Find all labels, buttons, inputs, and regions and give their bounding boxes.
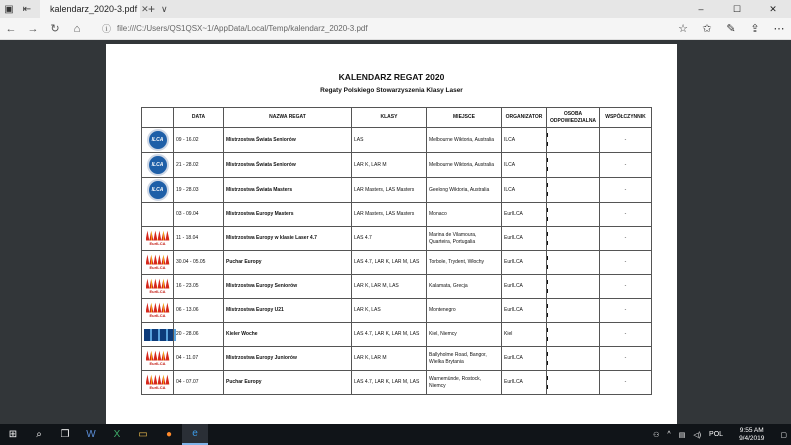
more-icon[interactable]: ⋯	[773, 23, 785, 35]
back-button[interactable]: ←	[5, 22, 17, 35]
home-button[interactable]: ⌂	[73, 22, 81, 35]
logo-cell	[142, 299, 174, 323]
table-row	[142, 128, 652, 153]
eurilca-logo-icon: EurILCA	[146, 302, 170, 320]
place-cell: Kalamata, Grecja	[427, 275, 502, 299]
file-explorer-icon[interactable]: ▭	[138, 429, 148, 440]
set-aside-tabs-icon[interactable]: ⇤	[22, 3, 32, 15]
document-subtitle: Regaty Polskiego Stowarzyszenia Klasy Laser	[320, 87, 463, 94]
responsible-person-cell	[547, 347, 600, 371]
column-header	[142, 108, 174, 128]
name-cell: Kieler Woche	[224, 323, 352, 347]
logo-cell	[142, 153, 174, 178]
table-row	[142, 203, 652, 227]
organizer-cell: EurILCA	[502, 371, 547, 395]
url-text: file:///C:/Users/QS1QSX~1/AppData/Local/Temp/kalendarz_2020-3.pdf	[117, 24, 368, 33]
classes-cell: LAR K, LAR M	[352, 347, 427, 371]
pdf-page	[106, 44, 677, 424]
organizer-cell: EurILCA	[502, 299, 547, 323]
logo-cell	[142, 178, 174, 203]
taskbar	[0, 424, 791, 445]
eurilca-logo-icon: EurILCA	[146, 374, 170, 392]
date-cell: 16 - 23.05	[174, 275, 224, 299]
logo-cell	[142, 275, 174, 299]
column-header: NAZWA REGAT	[224, 108, 352, 128]
name-cell: Mistrzostwa Europy w klasie Laser 4.7	[224, 227, 352, 251]
title-bar	[0, 0, 791, 18]
place-cell: Torbole, Trydent, Włochy	[427, 251, 502, 275]
clock[interactable]	[735, 427, 768, 443]
window-controls	[683, 0, 791, 18]
name-cell: Mistrzostwa Świata Seniorów	[224, 128, 352, 153]
eurilca-logo-icon: EurILCA	[146, 350, 170, 368]
column-header: DATA	[174, 108, 224, 128]
column-header: KLASY	[352, 108, 427, 128]
logo-cell	[142, 203, 174, 227]
table-row	[142, 275, 652, 299]
place-cell: Ballyholme Road, Bangor, Wielka Brytania	[427, 347, 502, 371]
close-tab-icon[interactable]: ✕	[141, 3, 149, 14]
classes-cell: LAR Masters, LAS Masters	[352, 178, 427, 203]
maximize-button[interactable]: ☐	[732, 3, 742, 14]
classes-cell: LAS 4.7, LAR K, LAR M, LAS	[352, 371, 427, 395]
classes-cell: LAR K, LAS	[352, 299, 427, 323]
factor-cell: -	[600, 275, 652, 299]
regatta-table	[141, 107, 652, 395]
classes-cell: LAS 4.7, LAR K, LAR M, LAS	[352, 251, 427, 275]
table-row	[142, 251, 652, 275]
organizer-cell: EurILCA	[502, 275, 547, 299]
responsible-person-cell	[547, 153, 600, 178]
kieler-woche-logo-icon	[144, 329, 176, 341]
table-row	[142, 371, 652, 395]
word-icon[interactable]: W	[86, 429, 96, 440]
eurilca-logo-icon: EurILCA	[146, 254, 170, 272]
classes-cell: LAR Masters, LAS Masters	[352, 203, 427, 227]
logo-cell	[142, 251, 174, 275]
responsible-person-cell	[547, 371, 600, 395]
date-cell: 03 - 09.04	[174, 203, 224, 227]
new-tab-button[interactable]: +	[148, 2, 156, 16]
firefox-icon[interactable]: ●	[165, 429, 173, 440]
tab-actions-icon[interactable]: ▣	[4, 3, 14, 15]
factor-cell: -	[600, 251, 652, 275]
network-icon[interactable]: ▤	[678, 431, 686, 439]
place-cell: Kiel, Niemcy	[427, 323, 502, 347]
name-cell: Mistrzostwa Świata Masters	[224, 178, 352, 203]
table-row	[142, 323, 652, 347]
date-cell: 30.04 - 05.05	[174, 251, 224, 275]
table-row	[142, 227, 652, 251]
organizer-cell: Kiel	[502, 323, 547, 347]
factor-cell: -	[600, 153, 652, 178]
info-icon[interactable]: ⓘ	[102, 24, 112, 34]
date-cell: 19 - 28.03	[174, 178, 224, 203]
pdf-viewer[interactable]	[0, 40, 791, 424]
input-language[interactable]: POL	[709, 431, 724, 438]
place-cell: Montenegro	[427, 299, 502, 323]
factor-cell: -	[600, 128, 652, 153]
tab-preview-button[interactable]: ∨	[161, 3, 168, 14]
name-cell: Mistrzostwa Europy Seniorów	[224, 275, 352, 299]
responsible-person-cell	[547, 251, 600, 275]
date-cell: 09 - 16.02	[174, 128, 224, 153]
place-cell: Geelong Wiktoria, Australia	[427, 178, 502, 203]
factor-cell: -	[600, 371, 652, 395]
responsible-person-cell	[547, 128, 600, 153]
notifications-icon[interactable]: ▢	[780, 431, 787, 439]
place-cell: Melbourne Wiktoria, Australia	[427, 153, 502, 178]
organizer-cell: EurILCA	[502, 227, 547, 251]
edge-icon[interactable]: e	[182, 424, 208, 445]
close-button[interactable]: ✕	[769, 3, 777, 14]
date-cell: 04 - 07.07	[174, 371, 224, 395]
table-row	[142, 299, 652, 323]
excel-icon[interactable]: X	[113, 429, 121, 440]
table-header-row	[142, 108, 652, 128]
column-header: MIEJSCE	[427, 108, 502, 128]
table-row	[142, 153, 652, 178]
date-cell: 04 - 11.07	[174, 347, 224, 371]
ilca-logo-icon: ILCA	[147, 154, 169, 176]
logo-cell	[142, 128, 174, 153]
factor-cell: -	[600, 178, 652, 203]
classes-cell: LAS	[352, 128, 427, 153]
factor-cell: -	[600, 299, 652, 323]
minimize-button[interactable]: –	[698, 4, 704, 14]
organizer-cell: EurILCA	[502, 251, 547, 275]
task-view-icon[interactable]: ❐	[60, 429, 70, 440]
column-header: OSOBA ODPOWIEDZIALNA	[547, 108, 600, 128]
factor-cell: -	[600, 203, 652, 227]
responsible-person-cell	[547, 275, 600, 299]
factor-cell: -	[600, 347, 652, 371]
organizer-cell: ILCA	[502, 128, 547, 153]
tab-pdf[interactable]	[40, 0, 149, 18]
refresh-button[interactable]: ↻	[50, 23, 60, 35]
name-cell: Mistrzostwa Świata Seniorów	[224, 153, 352, 178]
share-icon[interactable]: ⇪	[750, 23, 760, 35]
responsible-person-cell	[547, 203, 600, 227]
pen-icon[interactable]: ✎	[726, 23, 736, 35]
organizer-cell: EurILCA	[502, 203, 547, 227]
address-bar	[0, 18, 791, 40]
eurilca-logo-icon: EurILCA	[146, 230, 170, 248]
classes-cell: LAS 4.7	[352, 227, 427, 251]
classes-cell: LAS 4.7, LAR K, LAR M, LAS	[352, 323, 427, 347]
volume-icon[interactable]: ◁)	[693, 431, 702, 439]
name-cell: Mistrzostwa Europy Masters	[224, 203, 352, 227]
name-cell: Mistrzostwa Europy U21	[224, 299, 352, 323]
place-cell: Monaco	[427, 203, 502, 227]
tab-title: kalendarz_2020-3.pdf	[50, 4, 138, 14]
date-cell: 21 - 28.02	[174, 153, 224, 178]
ilca-logo-icon: ILCA	[147, 129, 169, 151]
date-cell: 20 - 28.06	[174, 323, 224, 347]
classes-cell: LAR K, LAR M, LAS	[352, 275, 427, 299]
place-cell: Melbourne Wiktoria, Australia	[427, 128, 502, 153]
name-cell: Puchar Europy	[224, 371, 352, 395]
search-icon[interactable]: ⌕	[36, 429, 42, 440]
column-header: ORGANIZATOR	[502, 108, 547, 128]
responsible-person-cell	[547, 299, 600, 323]
place-cell: Warnemünde, Rostock, Niemcy	[427, 371, 502, 395]
logo-cell	[142, 323, 174, 347]
favorites-bar-icon[interactable]: ✩	[702, 23, 712, 35]
document-title: KALENDARZ REGAT 2020	[338, 72, 445, 82]
favorite-star-icon[interactable]: ☆	[678, 23, 688, 35]
system-tray	[649, 427, 791, 443]
organizer-cell: EurILCA	[502, 347, 547, 371]
clock-date: 9/4/2019	[739, 434, 765, 442]
column-header: WSPÓŁCZYNNIK	[600, 108, 652, 128]
show-hidden-icons-icon[interactable]: ^	[667, 431, 671, 438]
people-icon[interactable]: ⚇	[653, 431, 660, 439]
start-icon[interactable]: ⊞	[8, 429, 18, 440]
logo-cell	[142, 371, 174, 395]
responsible-person-cell	[547, 227, 600, 251]
organizer-cell: ILCA	[502, 178, 547, 203]
classes-cell: LAR K, LAR M	[352, 153, 427, 178]
eurilca-logo-icon: EurILCA	[146, 278, 170, 296]
responsible-person-cell	[547, 323, 600, 347]
responsible-person-cell	[547, 178, 600, 203]
date-cell: 06 - 13.06	[174, 299, 224, 323]
factor-cell: -	[600, 323, 652, 347]
organizer-cell: ILCA	[502, 153, 547, 178]
name-cell: Mistrzostwa Europy Juniorów	[224, 347, 352, 371]
name-cell: Puchar Europy	[224, 251, 352, 275]
ilca-logo-icon: ILCA	[147, 179, 169, 201]
date-cell: 11 - 18.04	[174, 227, 224, 251]
logo-cell	[142, 347, 174, 371]
table-row	[142, 178, 652, 203]
url-field[interactable]	[102, 22, 671, 35]
clock-time: 9:55 AM	[739, 426, 764, 434]
table-row	[142, 347, 652, 371]
logo-cell	[142, 227, 174, 251]
place-cell: Marina de Vilamoura, Quarteira, Portugalia	[427, 227, 502, 251]
factor-cell: -	[600, 227, 652, 251]
forward-button[interactable]: →	[27, 22, 39, 35]
